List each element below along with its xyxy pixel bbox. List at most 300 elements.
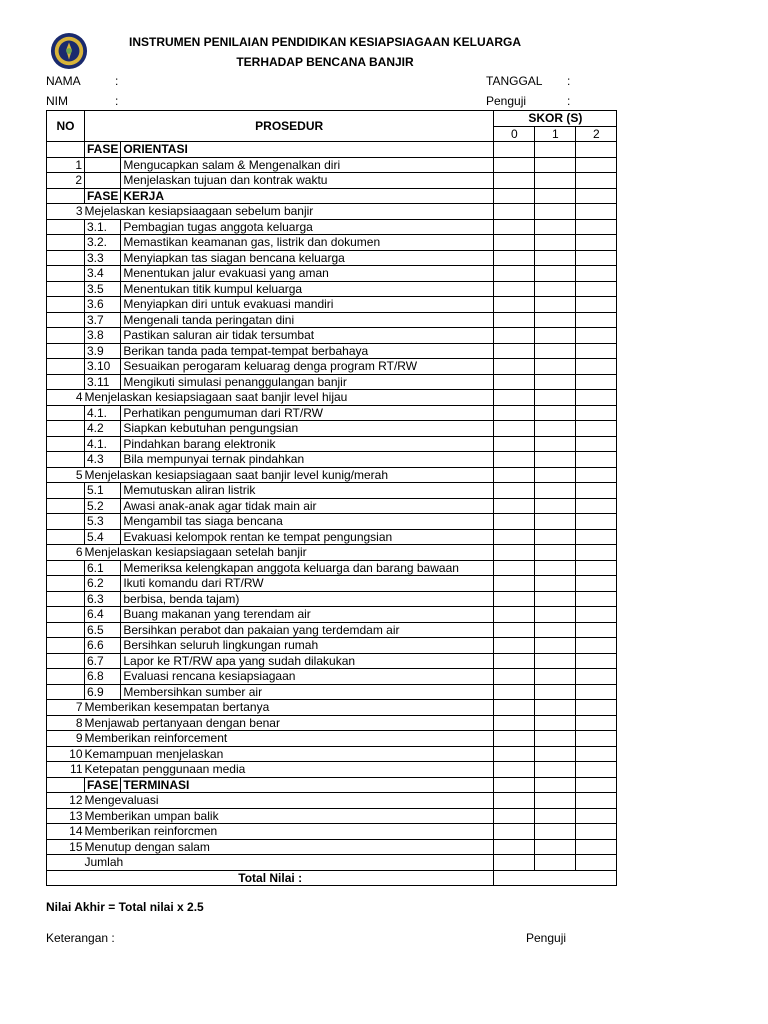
row-procedure: Bila mempunyai ternak pindahkan — [121, 452, 494, 468]
row-subnumber: 3.7 — [85, 312, 121, 328]
score-cell-0[interactable] — [494, 157, 535, 173]
row-number: 11 — [47, 762, 85, 778]
row-procedure: Bersihkan perabot dan pakaian yang terdemdam air — [121, 622, 494, 638]
score-cell-1[interactable] — [535, 808, 576, 824]
row-subnumber — [85, 157, 121, 173]
score-cell-0[interactable] — [494, 250, 535, 266]
score-cell-0[interactable] — [494, 715, 535, 731]
row-subnumber: 5.1 — [85, 483, 121, 499]
score-cell-1[interactable] — [535, 514, 576, 530]
row-procedure: Memberikan reinforcement — [85, 731, 494, 747]
row-number — [47, 607, 85, 623]
row-number — [47, 359, 85, 375]
score-cell-1[interactable] — [535, 746, 576, 762]
row-subnumber: 5.3 — [85, 514, 121, 530]
score-cell-1[interactable] — [535, 467, 576, 483]
row-procedure: Bersihkan seluruh lingkungan rumah — [121, 638, 494, 654]
score-cell-2[interactable] — [576, 498, 617, 514]
table-row — [47, 545, 617, 561]
score-cell-0[interactable] — [494, 576, 535, 592]
row-number: 12 — [47, 793, 85, 809]
score-cell-2[interactable] — [576, 560, 617, 576]
row-subnumber: 6.3 — [85, 591, 121, 607]
row-number — [47, 421, 85, 437]
score-cell-2[interactable] — [576, 793, 617, 809]
row-number: 5 — [47, 467, 85, 483]
table-row — [47, 700, 617, 716]
row-subnumber — [85, 173, 121, 189]
table-row — [47, 250, 617, 266]
score-cell-1[interactable] — [535, 204, 576, 220]
table-row — [47, 746, 617, 762]
score-cell-1[interactable] — [535, 824, 576, 840]
tanggal-colon: : — [567, 74, 571, 88]
score-cell-1[interactable] — [535, 700, 576, 716]
table-row — [47, 622, 617, 638]
score-cell-0[interactable] — [494, 591, 535, 607]
col-prosedur-header: PROSEDUR — [85, 111, 494, 142]
table-row — [47, 669, 617, 685]
score-cell-1[interactable] — [535, 188, 576, 204]
table-row — [47, 715, 617, 731]
row-subnumber: 3.1. — [85, 219, 121, 235]
row-number: 4 — [47, 390, 85, 406]
row-number — [47, 297, 85, 313]
score-cell-0[interactable] — [494, 684, 535, 700]
table-row — [47, 808, 617, 824]
score-cell-0[interactable] — [494, 374, 535, 390]
table-row — [47, 359, 617, 375]
score-cell-2[interactable] — [576, 622, 617, 638]
score-cell-2[interactable] — [576, 684, 617, 700]
table-row — [47, 390, 617, 406]
row-number — [47, 560, 85, 576]
score-cell-2[interactable] — [576, 653, 617, 669]
score-cell-2[interactable] — [576, 576, 617, 592]
score-cell-2[interactable] — [576, 173, 617, 189]
row-procedure: Ikuti komandu dari RT/RW — [121, 576, 494, 592]
row-number — [47, 405, 85, 421]
skor-0-header: 0 — [494, 126, 535, 142]
row-procedure: berbisa, benda tajam) — [121, 591, 494, 607]
row-procedure: Pindahkan barang elektronik — [121, 436, 494, 452]
row-number: 14 — [47, 824, 85, 840]
score-cell-1[interactable] — [535, 855, 576, 871]
score-cell-2[interactable] — [576, 715, 617, 731]
score-cell-2[interactable] — [576, 824, 617, 840]
row-procedure: Lapor ke RT/RW apa yang sudah dilakukan — [121, 653, 494, 669]
row-number — [47, 343, 85, 359]
score-cell-2[interactable] — [576, 514, 617, 530]
row-subnumber: 4.2 — [85, 421, 121, 437]
score-cell-0[interactable] — [494, 622, 535, 638]
score-cell-1[interactable] — [535, 328, 576, 344]
skor-2-header: 2 — [576, 126, 617, 142]
penguji-colon: : — [567, 94, 571, 108]
row-procedure: Mengucapkan salam & Mengenalkan diri — [121, 157, 494, 173]
score-cell-2[interactable] — [576, 374, 617, 390]
row-procedure: Sesuaikan perogaram keluarag denga program RT/RW — [121, 359, 494, 375]
row-number — [47, 328, 85, 344]
score-cell-0[interactable] — [494, 281, 535, 297]
row-subnumber: 3.9 — [85, 343, 121, 359]
row-procedure: Menjelaskan kesiapsiagaan setelah banjir — [85, 545, 494, 561]
score-cell-2[interactable] — [576, 436, 617, 452]
row-procedure: Memeriksa kelengkapan anggota keluarga dan barang bawaan — [121, 560, 494, 576]
table-row — [47, 560, 617, 576]
table-row — [47, 653, 617, 669]
score-cell-2[interactable] — [576, 343, 617, 359]
row-number — [47, 529, 85, 545]
row-subnumber: 5.4 — [85, 529, 121, 545]
table-row — [47, 467, 617, 483]
row-number — [47, 576, 85, 592]
row-procedure: Menentukan titik kumpul keluarga — [121, 281, 494, 297]
score-cell-2[interactable] — [576, 405, 617, 421]
score-cell-2[interactable] — [576, 281, 617, 297]
score-cell-0[interactable] — [494, 824, 535, 840]
score-cell-0[interactable] — [494, 545, 535, 561]
table-row — [47, 204, 617, 220]
form-title-line1: INSTRUMEN PENILAIAN PENDIDIKAN KESIAPSIAGAAN KELUARGA — [128, 35, 522, 49]
row-procedure: Jumlah — [85, 855, 494, 871]
score-cell-2[interactable] — [576, 421, 617, 437]
table-row — [47, 483, 617, 499]
row-number: 13 — [47, 808, 85, 824]
score-cell-1[interactable] — [535, 591, 576, 607]
score-cell-2[interactable] — [576, 808, 617, 824]
score-cell-2[interactable] — [576, 839, 617, 855]
score-cell-0[interactable] — [494, 777, 535, 793]
score-cell-0[interactable] — [494, 188, 535, 204]
score-cell-2[interactable] — [576, 312, 617, 328]
score-cell-0[interactable] — [494, 390, 535, 406]
row-subnumber: 3.2. — [85, 235, 121, 251]
row-number: 2 — [47, 173, 85, 189]
skor-1-header: 1 — [535, 126, 576, 142]
row-procedure: Menentukan jalur evakuasi yang aman — [121, 266, 494, 282]
score-cell-2[interactable] — [576, 390, 617, 406]
score-cell-0[interactable] — [494, 529, 535, 545]
score-cell-2[interactable] — [576, 235, 617, 251]
score-cell-1[interactable] — [535, 762, 576, 778]
row-number: 8 — [47, 715, 85, 731]
score-cell-2[interactable] — [576, 591, 617, 607]
score-cell-2[interactable] — [576, 204, 617, 220]
score-cell-1[interactable] — [535, 731, 576, 747]
nama-colon: : — [115, 74, 119, 88]
score-cell-0[interactable] — [494, 328, 535, 344]
table-row — [47, 498, 617, 514]
score-cell-0[interactable] — [494, 483, 535, 499]
row-subnumber: 3.11 — [85, 374, 121, 390]
total-nilai-label: Total Nilai : — [47, 870, 494, 886]
score-cell-1[interactable] — [535, 421, 576, 437]
score-cell-2[interactable] — [576, 297, 617, 313]
tanggal-label: TANGGAL — [486, 74, 543, 88]
row-procedure: Perhatikan pengumuman dari RT/RW — [121, 405, 494, 421]
score-cell-1[interactable] — [535, 498, 576, 514]
row-procedure: Memberikan kesempatan bertanya — [85, 700, 494, 716]
score-cell-1[interactable] — [535, 390, 576, 406]
score-cell-2[interactable] — [576, 545, 617, 561]
score-cell-1[interactable] — [535, 281, 576, 297]
row-number — [47, 266, 85, 282]
score-cell-1[interactable] — [535, 297, 576, 313]
score-cell-2[interactable] — [576, 188, 617, 204]
score-cell-1[interactable] — [535, 235, 576, 251]
row-procedure: Pembagian tugas anggota keluarga — [121, 219, 494, 235]
row-procedure: Menjelaskan kesiapsiagaan saat banjir level hijau — [85, 390, 494, 406]
assessment-table — [46, 110, 617, 886]
score-cell-0[interactable] — [494, 312, 535, 328]
score-cell-0[interactable] — [494, 746, 535, 762]
score-cell-0[interactable] — [494, 405, 535, 421]
score-cell-0[interactable] — [494, 266, 535, 282]
row-number — [47, 188, 85, 204]
row-number — [47, 777, 85, 793]
row-number — [47, 483, 85, 499]
score-cell-2[interactable] — [576, 731, 617, 747]
table-row — [47, 576, 617, 592]
score-cell-2[interactable] — [576, 219, 617, 235]
score-cell-0[interactable] — [494, 436, 535, 452]
row-procedure: Pastikan saluran air tidak tersumbat — [121, 328, 494, 344]
score-cell-2[interactable] — [576, 762, 617, 778]
row-subnumber: FASE — [85, 142, 121, 158]
score-cell-0[interactable] — [494, 421, 535, 437]
row-procedure: Menjawab pertanyaan dengan benar — [85, 715, 494, 731]
score-cell-0[interactable] — [494, 235, 535, 251]
score-cell-2[interactable] — [576, 328, 617, 344]
score-cell-0[interactable] — [494, 514, 535, 530]
score-cell-1[interactable] — [535, 219, 576, 235]
table-row — [47, 839, 617, 855]
score-cell-2[interactable] — [576, 142, 617, 158]
score-cell-0[interactable] — [494, 653, 535, 669]
score-cell-2[interactable] — [576, 529, 617, 545]
row-number — [47, 142, 85, 158]
row-subnumber: 6.5 — [85, 622, 121, 638]
score-cell-0[interactable] — [494, 808, 535, 824]
table-row — [47, 855, 617, 871]
score-cell-1[interactable] — [535, 483, 576, 499]
score-cell-0[interactable] — [494, 452, 535, 468]
score-cell-1[interactable] — [535, 622, 576, 638]
score-cell-2[interactable] — [576, 607, 617, 623]
row-subnumber: 6.7 — [85, 653, 121, 669]
row-number — [47, 638, 85, 654]
table-row — [47, 452, 617, 468]
row-number — [47, 684, 85, 700]
score-cell-0[interactable] — [494, 204, 535, 220]
row-number — [47, 250, 85, 266]
table-row — [47, 219, 617, 235]
score-cell-1[interactable] — [535, 173, 576, 189]
row-procedure: Berikan tanda pada tempat-tempat berbahaya — [121, 343, 494, 359]
row-subnumber: 3.6 — [85, 297, 121, 313]
score-cell-2[interactable] — [576, 467, 617, 483]
row-procedure: Mengenali tanda peringatan dini — [121, 312, 494, 328]
score-cell-1[interactable] — [535, 576, 576, 592]
row-subnumber: 3.8 — [85, 328, 121, 344]
score-cell-1[interactable] — [535, 529, 576, 545]
score-cell-1[interactable] — [535, 607, 576, 623]
score-cell-1[interactable] — [535, 638, 576, 654]
row-number: 10 — [47, 746, 85, 762]
col-no-header: NO — [47, 111, 85, 142]
row-subnumber: 3.10 — [85, 359, 121, 375]
table-row — [47, 188, 617, 204]
score-cell-0[interactable] — [494, 219, 535, 235]
score-cell-1[interactable] — [535, 250, 576, 266]
row-subnumber: 6.9 — [85, 684, 121, 700]
score-cell-1[interactable] — [535, 436, 576, 452]
score-cell-0[interactable] — [494, 669, 535, 685]
score-cell-1[interactable] — [535, 405, 576, 421]
row-procedure: ORIENTASI — [121, 142, 494, 158]
score-cell-2[interactable] — [576, 157, 617, 173]
row-subnumber: 4.1. — [85, 436, 121, 452]
score-cell-2[interactable] — [576, 250, 617, 266]
table-row — [47, 436, 617, 452]
row-procedure: Buang makanan yang terendam air — [121, 607, 494, 623]
row-subnumber: 5.2 — [85, 498, 121, 514]
row-subnumber: FASE — [85, 188, 121, 204]
score-cell-1[interactable] — [535, 312, 576, 328]
row-number — [47, 669, 85, 685]
table-row — [47, 235, 617, 251]
row-number — [47, 312, 85, 328]
table-row — [47, 405, 617, 421]
table-row — [47, 297, 617, 313]
score-cell-0[interactable] — [494, 607, 535, 623]
score-cell-1[interactable] — [535, 374, 576, 390]
score-cell-2[interactable] — [576, 669, 617, 685]
score-cell-1[interactable] — [535, 266, 576, 282]
row-procedure: Siapkan kebutuhan pengungsian — [121, 421, 494, 437]
table-row — [47, 824, 617, 840]
col-skor-header: SKOR (S) — [494, 111, 617, 127]
score-cell-1[interactable] — [535, 715, 576, 731]
table-row — [47, 173, 617, 189]
row-subnumber: 6.4 — [85, 607, 121, 623]
score-cell-0[interactable] — [494, 839, 535, 855]
row-procedure: Ketepatan penggunaan media — [85, 762, 494, 778]
row-number — [47, 452, 85, 468]
score-cell-0[interactable] — [494, 142, 535, 158]
row-number: 9 — [47, 731, 85, 747]
score-cell-1[interactable] — [535, 545, 576, 561]
score-cell-2[interactable] — [576, 855, 617, 871]
score-cell-2[interactable] — [576, 359, 617, 375]
score-cell-0[interactable] — [494, 762, 535, 778]
score-cell-1[interactable] — [535, 839, 576, 855]
score-cell-1[interactable] — [535, 653, 576, 669]
table-row — [47, 591, 617, 607]
table-row — [47, 607, 617, 623]
score-cell-1[interactable] — [535, 157, 576, 173]
score-cell-0[interactable] — [494, 731, 535, 747]
row-procedure: Evaluasi rencana kesiapsiagaan — [121, 669, 494, 685]
score-cell-2[interactable] — [576, 638, 617, 654]
total-nilai-value[interactable] — [494, 870, 617, 886]
row-subnumber: 6.2 — [85, 576, 121, 592]
row-number — [47, 219, 85, 235]
table-row — [47, 777, 617, 793]
score-cell-1[interactable] — [535, 359, 576, 375]
row-procedure: Menjelaskan tujuan dan kontrak waktu — [121, 173, 494, 189]
score-cell-0[interactable] — [494, 700, 535, 716]
row-subnumber: 6.8 — [85, 669, 121, 685]
score-cell-2[interactable] — [576, 746, 617, 762]
table-row — [47, 421, 617, 437]
score-cell-2[interactable] — [576, 452, 617, 468]
row-subnumber: 3.5 — [85, 281, 121, 297]
score-cell-2[interactable] — [576, 700, 617, 716]
row-number — [47, 622, 85, 638]
row-procedure: Memberikan reinforcmen — [85, 824, 494, 840]
penguji-signature-label: Penguji — [526, 931, 567, 945]
score-cell-2[interactable] — [576, 483, 617, 499]
table-row — [47, 312, 617, 328]
row-subnumber: 3.4 — [85, 266, 121, 282]
row-number — [47, 855, 85, 871]
table-row — [47, 281, 617, 297]
form-title-line2: TERHADAP BENCANA BANJIR — [236, 55, 414, 69]
row-subnumber: 4.3 — [85, 452, 121, 468]
row-subnumber: 4.1. — [85, 405, 121, 421]
score-cell-1[interactable] — [535, 142, 576, 158]
row-procedure: Mengevaluasi — [85, 793, 494, 809]
score-cell-2[interactable] — [576, 266, 617, 282]
table-row — [47, 793, 617, 809]
row-number — [47, 498, 85, 514]
score-cell-1[interactable] — [535, 684, 576, 700]
row-number: 6 — [47, 545, 85, 561]
score-cell-1[interactable] — [535, 793, 576, 809]
score-cell-0[interactable] — [494, 359, 535, 375]
score-cell-0[interactable] — [494, 498, 535, 514]
nim-label: NIM — [46, 94, 68, 108]
row-number: 3 — [47, 204, 85, 220]
row-number — [47, 591, 85, 607]
score-cell-2[interactable] — [576, 777, 617, 793]
keterangan-label: Keterangan : — [46, 931, 115, 945]
score-cell-1[interactable] — [535, 777, 576, 793]
score-cell-0[interactable] — [494, 855, 535, 871]
row-procedure: Kemampuan menjelaskan — [85, 746, 494, 762]
score-cell-0[interactable] — [494, 793, 535, 809]
score-cell-1[interactable] — [535, 669, 576, 685]
score-cell-1[interactable] — [535, 343, 576, 359]
score-cell-0[interactable] — [494, 173, 535, 189]
row-number: 15 — [47, 839, 85, 855]
row-subnumber: FASE — [85, 777, 121, 793]
score-cell-0[interactable] — [494, 343, 535, 359]
score-cell-0[interactable] — [494, 467, 535, 483]
score-cell-1[interactable] — [535, 452, 576, 468]
score-cell-1[interactable] — [535, 560, 576, 576]
score-cell-0[interactable] — [494, 297, 535, 313]
row-number — [47, 374, 85, 390]
score-cell-0[interactable] — [494, 560, 535, 576]
row-procedure: Membersihkan sumber air — [121, 684, 494, 700]
row-procedure: Mejelaskan kesiapsiaagaan sebelum banjir — [85, 204, 494, 220]
score-cell-0[interactable] — [494, 638, 535, 654]
row-number — [47, 653, 85, 669]
table-row — [47, 638, 617, 654]
